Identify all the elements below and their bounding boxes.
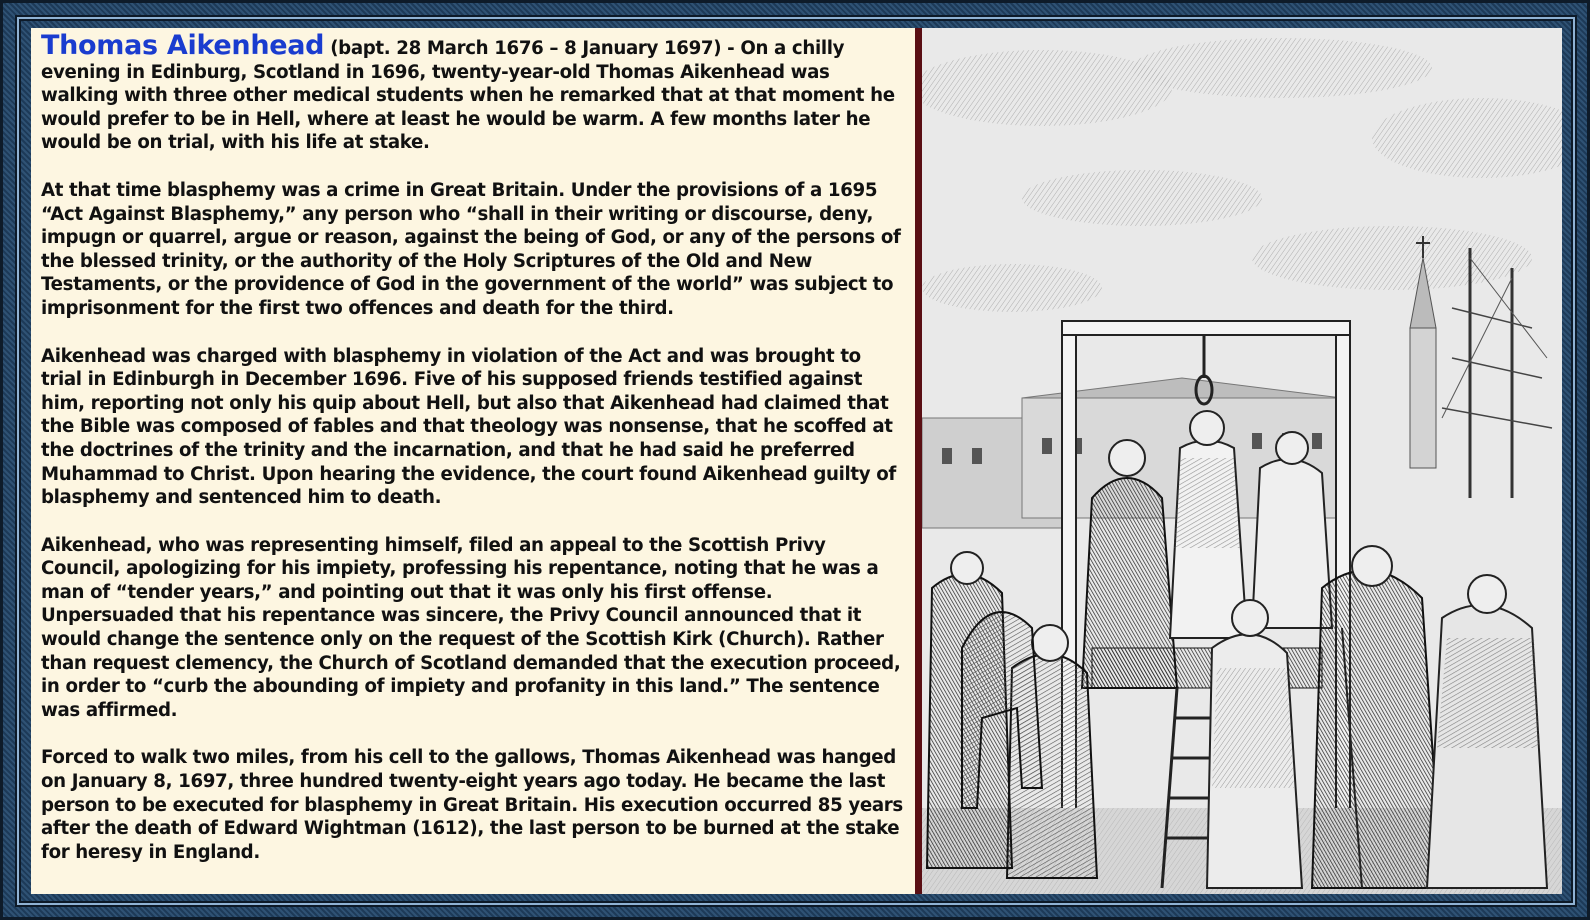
intro-text: (bapt. 28 March 1676 – 8 January 1697) - On a chilly evening in Edinburg, Scotland in 1696, twenty-year-old Thomas Aikenhead was walking with three other medical students when he remarked that at that moment he would prefer to be in Hell, where at least he would be warm. A few months later he would be on trial, with his life at stake. (41, 38, 895, 154)
panel-divider (915, 28, 922, 894)
title-name: Thomas Aikenhead (41, 30, 325, 61)
intro-paragraph (41, 30, 905, 155)
paragraph-execution: Forced to walk two miles, from his cell to the gallows, Thomas Aikenhead was hanged on January 8, 1697, three hundred twenty-eight years ago today. He became the last person to be executed for blasphemy in Great Britain. His execution occurred 85 years after the death of Edward Wightman (1612), the last person to be burned at the stake for heresy in England. (41, 747, 903, 863)
paragraph-appeal: Aikenhead, who was representing himself, filed an appeal to the Scottish Privy Council, apologizing for his impiety, professing his repentance, noting that he was a man of “tender years,” and pointing out that it was only his first offense. Unpersuaded that his repentance was sincere, the Privy Council announced that it would change the sentence only on the request of the Scottish Kirk (Church). Rather than request clemency, the Church of Scotland demanded that the execution proceed, in order to “curb the abounding of impiety and profanity in this land.” The sentence was affirmed. (41, 534, 901, 721)
paragraph-trial: Aikenhead was charged with blasphemy in violation of the Act and was brought to trial in Edinburgh in December 1696. Five of his supposed friends testified against him, reporting not only his quip about Hell, but also that Aikenhead had claimed that the Bible was composed of fables and that theology was nonsense, that he scoffed at the doctrines of the trinity and the incarnation, and that he had said he preferred Muhammad to Christ. Upon hearing the evidence, the court found Aikenhead guilty of blasphemy and sentenced him to death. (41, 345, 896, 509)
text-panel (31, 28, 915, 894)
gallows-engraving-illustration (922, 28, 1562, 894)
engraving-svg (922, 28, 1562, 894)
paragraph-blasphemy-act: At that time blasphemy was a crime in Great Britain. Under the provisions of a 1695 “Act Against Blasphemy,” any person who “shall in their writing or discourse, deny, impugn or quarrel, argue or reason, against the being of God, or any of the persons of the blessed trinity, or the authority of the Holy Scriptures of the Old and New Testaments, or the providence of God in the government of the world” was subject to imprisonment for the first two offences and death for the third. (41, 179, 901, 319)
